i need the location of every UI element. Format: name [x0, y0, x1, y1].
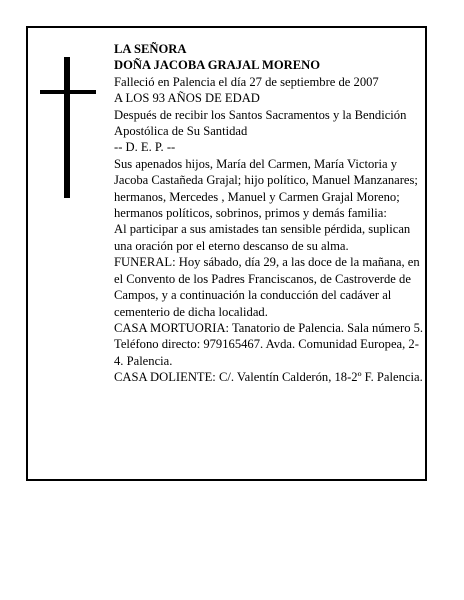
- cross-horizontal-bar: [40, 90, 96, 94]
- mourning-house-paragraph: CASA DOLIENTE: C/. Valentín Calderón, 18-2º F. Palencia.: [114, 370, 423, 385]
- death-line: Falleció en Palencia el día 27 de septiembre de 2007: [114, 74, 379, 89]
- funeral-paragraph: FUNERAL: Hoy sábado, día 29, a las doce de la mañana, en el Convento de los Padres Franciscanos, de Castroverde de Campos, y a continuación la conducción del cadáver al cementerio de dicha localidad.: [114, 255, 420, 319]
- age-line: A LOS 93 AÑOS DE EDAD: [114, 91, 260, 106]
- family-paragraph: Sus apenados hijos, María del Carmen, María Victoria y Jacoba Castañeda Grajal; hijo político, Manuel Manzanares; hermanos, Mercedes , Manuel y Carmen Grajal Moreno; hermanos políticos, sobrinos, primos y demás familia:: [114, 156, 418, 221]
- obituary-notice: [26, 26, 427, 481]
- heading-title: LA SEÑORA: [114, 42, 187, 56]
- deceased-name: DOÑA JACOBA GRAJAL MORENO: [114, 58, 321, 73]
- mortuary-paragraph: CASA MORTUORIA: Tanatorio de Palencia. Sala número 5. Teléfono directo: 979165467. Avda. Comunidad Europea, 2-4. Palencia.: [114, 320, 424, 368]
- dep-line: -- D. E. P. --: [114, 140, 176, 155]
- sacraments-line: Después de recibir los Santos Sacramentos y la Bendición Apostólica de Su Santidad: [114, 107, 407, 139]
- cross-icon: [40, 57, 96, 198]
- cross-vertical-bar: [64, 57, 70, 198]
- request-paragraph: Al participar a sus amistades tan sensible pérdida, suplican una oración por el eterno descanso de su alma.: [114, 222, 411, 253]
- notice-text: [114, 41, 426, 386]
